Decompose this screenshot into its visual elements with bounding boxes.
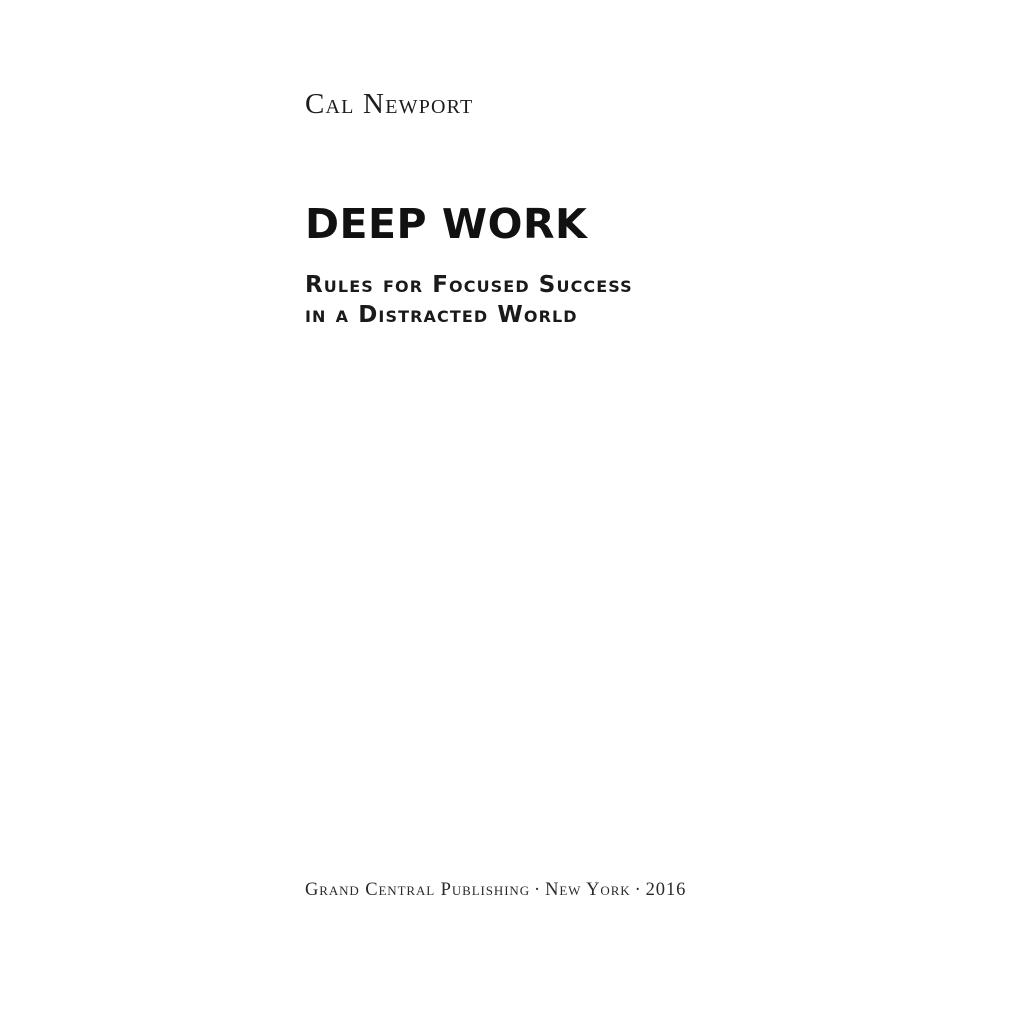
book-subtitle-line-1: Rules for Focused Success bbox=[305, 272, 633, 298]
book-title: DEEP WORK bbox=[305, 200, 588, 248]
publication-year: 2016 bbox=[645, 880, 687, 900]
imprint-separator-2: · bbox=[634, 880, 642, 900]
book-subtitle bbox=[305, 270, 633, 330]
book-subtitle-line-2: in a Distracted World bbox=[305, 302, 578, 328]
publication-city: New York bbox=[545, 880, 631, 900]
imprint-line bbox=[305, 880, 686, 901]
imprint-separator-1: · bbox=[534, 880, 542, 900]
author-name: Cal Newport bbox=[305, 88, 474, 120]
publisher-name: Grand Central Publishing bbox=[305, 880, 530, 900]
